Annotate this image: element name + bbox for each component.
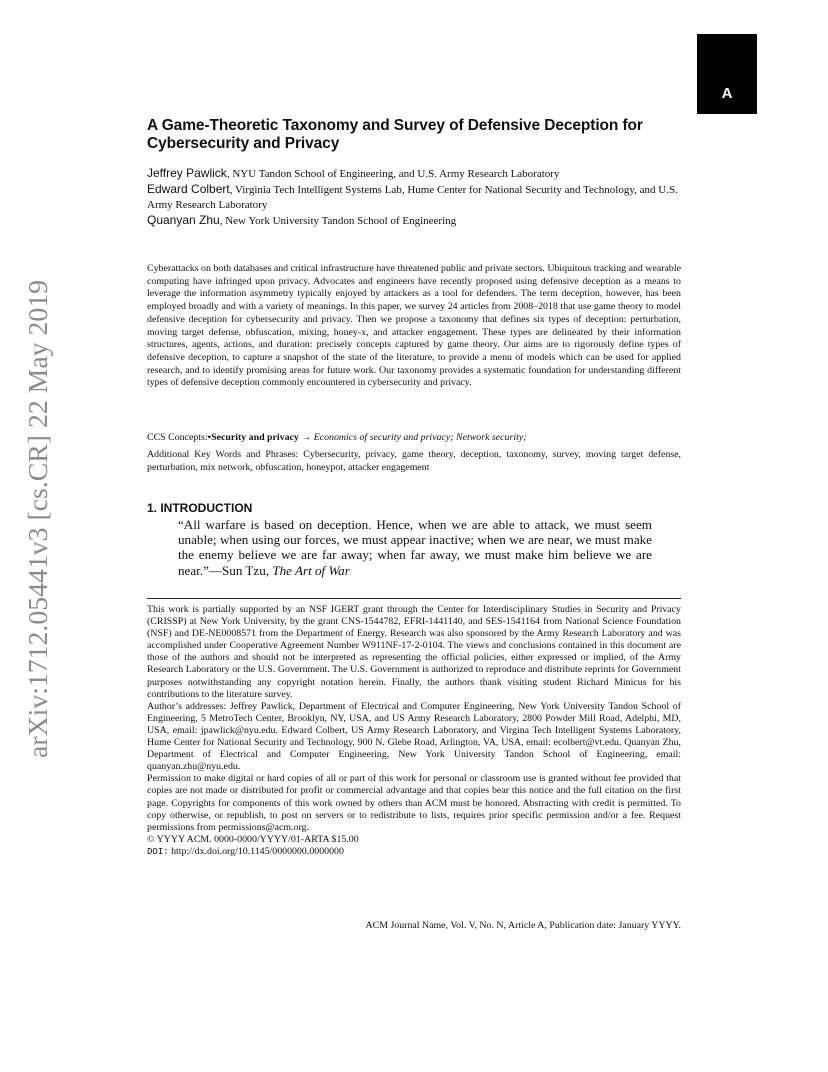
author-affiliation: , NYU Tandon School of Engineering, and U.S. Army Research Laboratory xyxy=(226,168,560,180)
keywords: Additional Key Words and Phrases: Cybersecurity, privacy, game theory, deception, taxonomy, survey, moving target defense, perturbation, mix network, obfuscation, honeypot, attacker engagement xyxy=(147,449,681,473)
author-entry xyxy=(147,182,681,213)
abstract: Cyberattacks on both databases and critical infrastructure have threatened public and private sectors. Ubiquitous tracking and wearable computing have infringed upon privacy. Advocates and engineers have recently proposed using defensive deception as a means to leverage the information asymmetry typically enjoyed by attackers as a tool for defenders. The term deception, however, has been employed broadly and with a variety of meanings. In this paper, we survey 24 articles from 2008–2018 that use game theory to model defensive deception for cybersecurity and privacy. Then we propose a taxonomy that defines six types of deception: perturbation, moving target defense, obfuscation, mixing, honey-x, and attacker engagement. These types are delineated by their information structures, agents, actions, and duration: precisely concepts captured by game theory. Our aims are to rigorously define types of defensive deception, to capture a snapshot of the state of the literature, to provide a menu of models which can be used for applied research, and to identify promising areas for future work. Our taxonomy provides a systematic foundation for understanding different types of defensive deception commonly encountered in cybersecurity and privacy. xyxy=(147,263,681,389)
quote-text: “All warfare is based on deception. Hence, when we are able to attack, we must seem unable; when using our forces, we must appear inactive; when we are near, we must make the enemy believe we are far away; when far away, we must make him believe we are near.”—Sun Tzu, xyxy=(178,517,652,578)
copyright-line: © YYYY ACM. 0000-0000/YYYY/01-ARTA $15.00 xyxy=(147,833,359,845)
footnote-divider xyxy=(147,598,681,599)
quote-source: The Art of War xyxy=(272,562,350,578)
article-letter: A xyxy=(721,85,733,102)
author-affiliation: , New York University Tandon School of Engineering xyxy=(219,215,457,227)
ccs-arrow: → xyxy=(298,432,314,443)
journal-footer: ACM Journal Name, Vol. V, No. N, Article A, Publication date: January YYYY. xyxy=(365,920,681,931)
author-entry xyxy=(147,213,681,229)
author-name: Jeffrey Pawlick xyxy=(147,166,227,180)
author-addresses: Author’s addresses: Jeffrey Pawlick, Department of Electrical and Computer Engineering, New York University Tandon School of Engineering, 5 MetroTech Center, Brooklyn, NY, USA, and US Army Research Laboratory, 2800 Powder Mill Road, Adelphi, MD, USA, email: jpawlick@nyu.edu. Edward Colbert, US Army Research Laboratory, and Virgina Tech Intelligent Systems Laboratory, Hume Center for National Security and Technology, 900 N. Glebe Road, Arlington, VA, USA, email: ecolbert@vt.edu. Quanyan Zhu, Department of Electrical and Computer Engineering, New York University Tandon School of Engineering, email: quanyan.zhu@nyu.edu. xyxy=(147,700,681,773)
article-tab xyxy=(697,34,757,114)
epigraph-quote xyxy=(178,517,652,578)
ccs-label: CCS Concepts: xyxy=(147,432,208,443)
paper-title: A Game-Theoretic Taxonomy and Survey of Defensive Deception for Cybersecurity and Privacy xyxy=(147,117,643,152)
doi-link[interactable]: http://dx.doi.org/10.1145/0000000.0000000 xyxy=(168,845,344,857)
ccs-main-concept: •Security and privacy xyxy=(207,432,299,443)
author-affiliation: , Virginia Tech Intelligent Systems Lab, Hume Center for National Security and Technology, and U.S. Army Research Laboratory xyxy=(147,184,678,211)
footnotes xyxy=(147,604,681,858)
ccs-sub-concepts: Economics of security and privacy; Network security; xyxy=(313,432,527,443)
author-name: Edward Colbert xyxy=(147,182,230,196)
funding-note: This work is partially supported by an NSF IGERT grant through the Center for Interdisciplinary Studies in Security and Privacy (CRISSP) at New York University, by the grant CNS-1544782, EFRI-1441140, and SES-1541164 from National Science Foundation (NSF) and DE-NE0008571 from the Department of Energy. Research was also sponsored by the Army Research Laboratory and was accomplished under Cooperative Agreement Number W911NF-17-2-0104. The views and conclusions contained in this document are those of the authors and should not be interpreted as representing the official policies, either expressed or implied, of the Army Research Laboratory or the U.S. Government. The U.S. Government is authorized to reproduce and distribute reprints for Government purposes notwithstanding any copyright notation herein. Finally, the authors thank visiting student Richard Minicus for his contributions to the literature survey. xyxy=(147,604,681,700)
section-heading: 1. INTRODUCTION xyxy=(147,501,253,515)
arxiv-stamp xyxy=(10,280,58,758)
permission-note: Permission to make digital or hard copies of all or part of this work for personal or classroom use is granted without fee provided that copies are not made or distributed for profit or commercial advantage and that copies bear this notice and the full citation on the first page. Copyrights for components of this work owned by others than ACM must be honored. Abstracting with credit is permitted. To copy otherwise, or republish, to post on servers or to redistribute to lists, requires prior specific permission and/or a fee. Request permissions from permissions@acm.org. xyxy=(147,773,681,833)
author-name: Quanyan Zhu xyxy=(147,213,220,227)
doi-line xyxy=(147,846,681,858)
ccs-concepts xyxy=(147,432,681,445)
doi-label: DOI: xyxy=(147,846,169,857)
author-entry xyxy=(147,166,681,182)
author-list xyxy=(147,166,681,229)
arxiv-stamp-text: arXiv:1712.05441v3 [cs.CR] 22 May 2019 xyxy=(23,293,53,758)
